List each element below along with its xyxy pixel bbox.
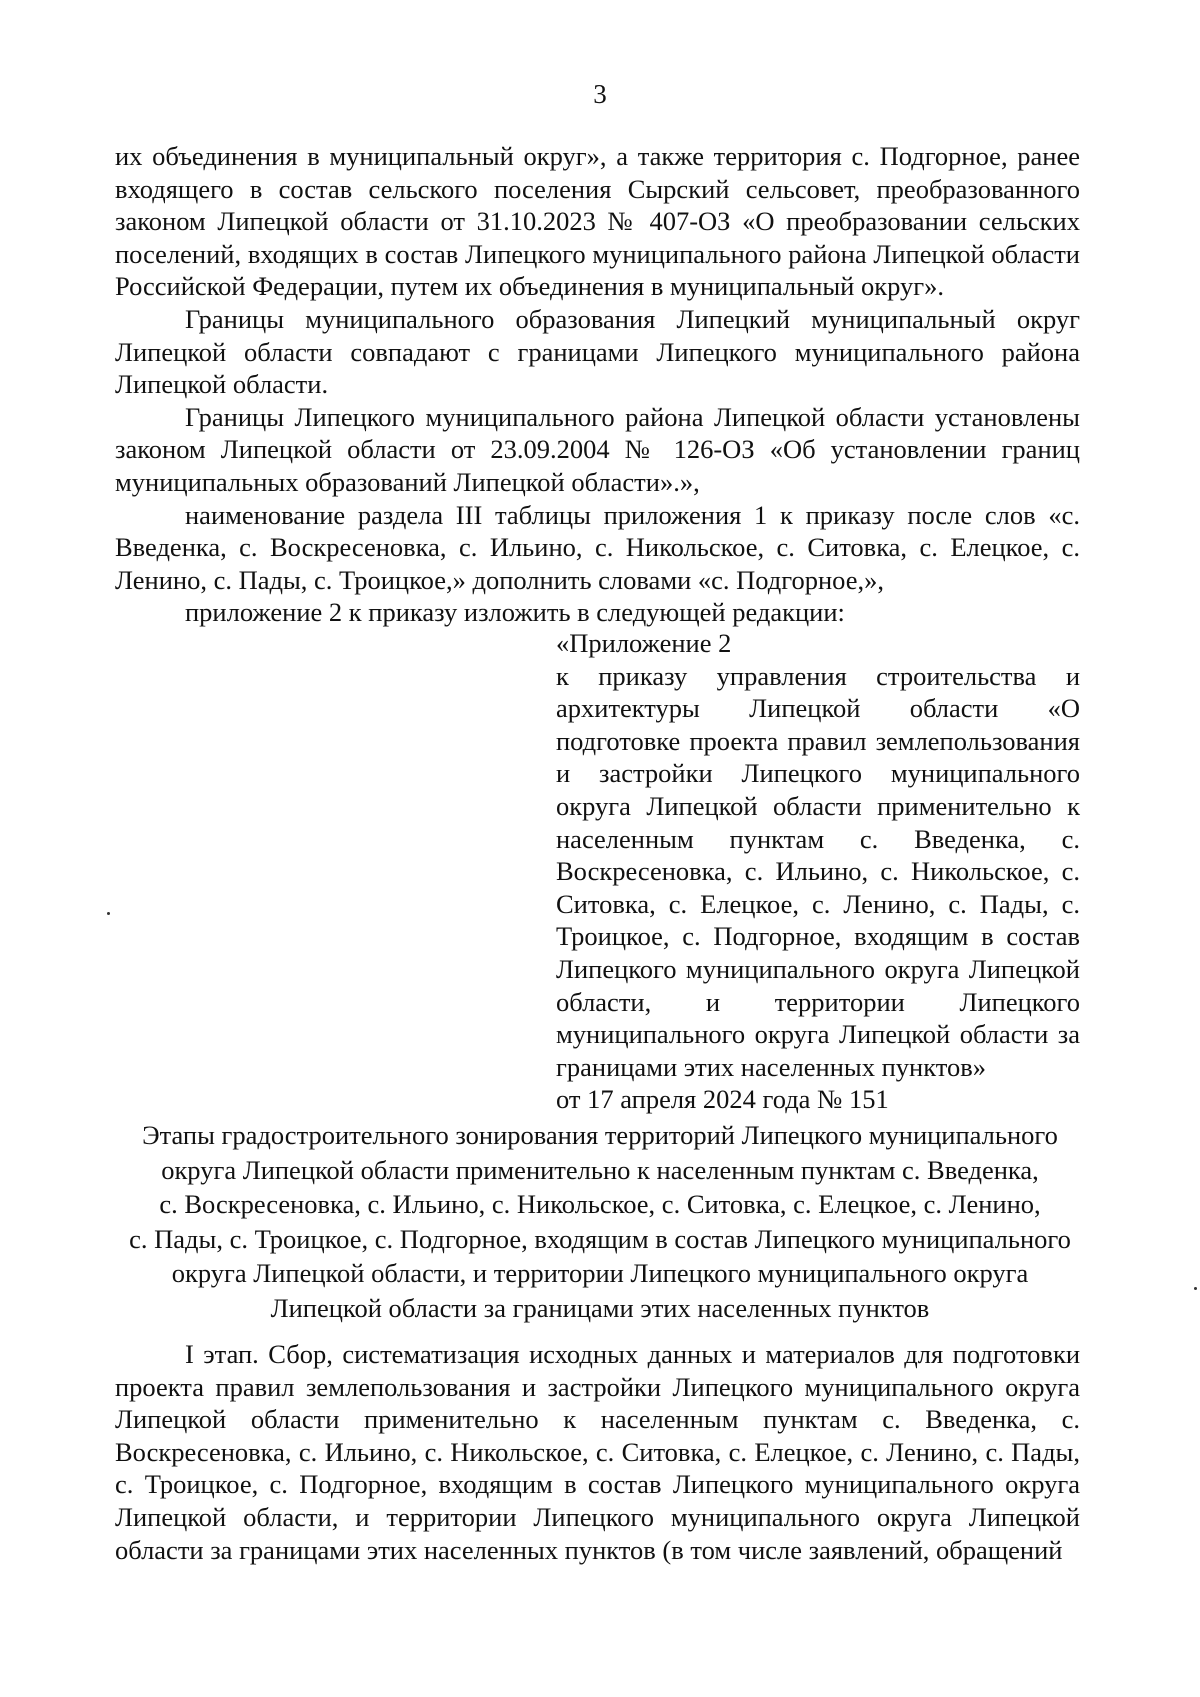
stage-one-paragraph: I этап. Сбор, систематизация исходных данных и материалов для подготовки проекта правил землепользования и застройки Липецкого муниципального округа Липецкой области применительно к населенным пунктам с. Введенка, с. Воскресеновка, с. Ильино, с. Никольское, с. Ситовка, с. Елецкое, с. Ленино, с. Пады, с. Троицкое, с. Подгорное, входящим в состав Липецкого муниципального округа Липецкой области, и территории Липецкого муниципального округа Липецкой области за границами этих населенных пунктов (в том числе заявлений, обращений xyxy=(115,1339,1080,1565)
appendix-date: от 17 апреля 2024 года № 151 xyxy=(556,1084,889,1115)
title-line: Липецкой области за границами этих населенных пунктов xyxy=(270,1292,930,1323)
title-line: Этапы градостроительного зонирования территорий Липецкого муниципального xyxy=(142,1120,1058,1150)
main-text xyxy=(115,140,1080,629)
title-line: округа Липецкой области применительно к населенным пунктам с. Введенка, xyxy=(161,1154,1039,1185)
paragraph-district-borders: Границы муниципального образования Липецкий муниципальный округ Липецкой области совпадают с границами Липецкого муниципального района Липецкой области. xyxy=(115,303,1080,400)
title-line: округа Липецкой области, и территории Липецкого муниципального округа xyxy=(171,1258,1029,1288)
paragraph-section-three: наименование раздела III таблицы приложения 1 к приказу после слов «с. Введенка, с. Воскресеновка, с. Ильино, с. Никольское, с. Ситовка, с. Елецкое, с. Ленино, с. Пады, с. Троицкое,» дополнить словами «с. Подгорное,», xyxy=(115,499,1080,595)
title-line: с. Пады, с. Троицкое, с. Подгорное, входящим в состав Липецкого муниципального xyxy=(129,1223,1071,1254)
paragraph-region-borders: Границы Липецкого муниципального района Липецкой области установлены законом Липецкой области от 23.09.2004 № 126-ОЗ «Об установлении границ муниципальных образований Липецкой области».», xyxy=(115,401,1080,497)
scan-artifact xyxy=(1194,1287,1197,1290)
title-line: с. Воскресеновка, с. Ильино, с. Никольское, с. Ситовка, с. Елецкое, с. Ленино, xyxy=(159,1189,1041,1219)
section-title xyxy=(115,1118,1085,1325)
appendix-heading: «Приложение 2 xyxy=(556,628,732,658)
paragraph-appendix-intro: приложение 2 к приказу изложить в следующей редакции: xyxy=(185,597,845,628)
appendix-body: к приказу управления строительства и архитектуры Липецкой области «О подготовке проекта правил землепользования и застройки Липецкого муниципального округа Липецкой области применительно к населенным пунктам с. Введенка, с. Воскресеновка, с. Ильино, с. Никольское, с. Ситовка, с. Елецкое, с. Ленино, с. Пады, с. Троицкое, с. Подгорное, входящим в состав Липецкого муниципального округа Липецкой области, и территории Липецкого муниципального округа Липецкой области за границами этих населенных пунктов» xyxy=(556,660,1080,1082)
page-number: 3 xyxy=(593,79,607,109)
paragraph-continuation: их объединения в муниципальный округ», а также территория с. Подгорное, ранее входящего в состав сельского поселения Сырский сельсовет, преобразованного законом Липецкой области от 31.10.2023 № 407-ОЗ «О преобразовании сельских поселений, входящих в состав Липецкого муниципального района Липецкой области Российской Федерации, путем их объединения в муниципальный округ». xyxy=(115,141,1080,302)
scan-artifact xyxy=(107,912,110,915)
appendix-block xyxy=(556,627,1080,1116)
